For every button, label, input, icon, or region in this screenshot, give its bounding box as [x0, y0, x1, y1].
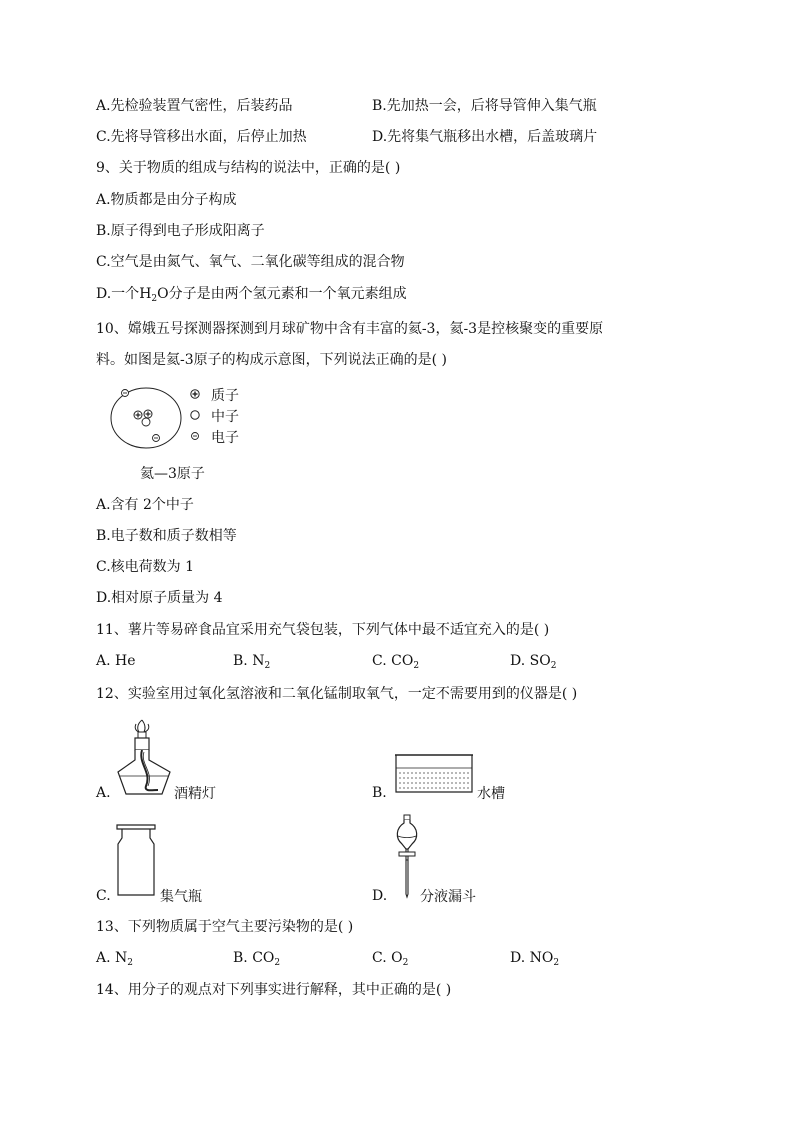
q13-option-c: C. $O_2$ [372, 950, 409, 968]
q10-stem-line1: 10、嫦娥五号探测器探测到月球矿物中含有丰富的氦-3，氦-3是控核聚变的重要原 [96, 321, 604, 337]
q10-option-b: B.电子数和质子数相等 [96, 528, 237, 544]
legend-proton-symbol [190, 389, 200, 399]
q13-option-d: D. $NO_2$ [510, 950, 560, 968]
q14-stem: 14、用分子的观点对下列事实进行解释，其中正确的是( ) [96, 982, 452, 998]
q11-option-b: B. $N_2$ [233, 653, 271, 671]
q11-option-a: A. He [96, 653, 136, 669]
alcohol-lamp-icon [112, 716, 174, 804]
legend-electron-label: 电子 [211, 430, 239, 446]
q8-option-c: C.先将导管移出水面，后停止加热 [96, 129, 307, 145]
q12-stem: 12、实验室用过氧化氢溶液和二氧化锰制取氧气，一定不需要用到的仪器是( ) [96, 686, 578, 702]
legend-neutron-symbol [190, 410, 200, 420]
q10-option-c: C.核电荷数为 1 [96, 559, 195, 575]
q9-stem: 9、关于物质的组成与结构的说法中，正确的是( ) [96, 160, 401, 176]
q12-option-a-letter: A. [96, 785, 111, 801]
separatory-funnel-icon [394, 814, 420, 898]
legend-neutron-label: 中子 [211, 409, 239, 425]
q9-option-c: C.空气是由氮气、氧气、二氧化碳等组成的混合物 [96, 254, 405, 270]
q12-option-d-letter: D. [372, 888, 388, 904]
q12-option-b-label: 水槽 [477, 786, 505, 802]
q12-option-a-label: 酒精灯 [174, 786, 216, 802]
q10-option-a: A.含有 2个中子 [96, 497, 194, 513]
legend-proton-label: 质子 [211, 388, 239, 404]
q10-option-d: D.相对原子质量为 4 [96, 590, 223, 606]
gas-collecting-bottle-icon [116, 824, 158, 896]
helium-3-atom-diagram [106, 384, 186, 454]
q12-option-b-letter: B. [372, 785, 387, 801]
q9-option-d: D.一个$H_2O$分子是由两个氢元素和一个氧元素组成 [96, 286, 407, 304]
q13-stem: 13、下列物质属于空气主要污染物的是( ) [96, 919, 354, 935]
q8-option-b: B.先加热一会，后将导管伸入集气瓶 [372, 98, 597, 114]
q12-option-c-letter: C. [96, 888, 111, 904]
q10-stem-line2: 料。如图是氦-3原子的构成示意图，下列说法正确的是( ) [96, 352, 448, 368]
q9-option-a: A.物质都是由分子构成 [96, 192, 237, 208]
q8-option-d: D.先将集气瓶移出水槽，后盖玻璃片 [372, 129, 598, 145]
q11-stem: 11、薯片等易碎食品宜采用充气袋包装，下列气体中最不适宜充入的是( ) [96, 622, 550, 638]
q11-option-c: C. $CO_2$ [372, 653, 420, 671]
q12-option-d-label: 分液漏斗 [420, 889, 476, 905]
water-trough-icon [393, 752, 475, 794]
q8-option-a: A.先检验装置气密性，后装药品 [96, 98, 293, 114]
q9-option-b: B.原子得到电子形成阳离子 [96, 223, 265, 239]
q13-option-b: B. $CO_2$ [233, 950, 281, 968]
q12-option-c-label: 集气瓶 [160, 889, 202, 905]
q11-option-d: D. $SO_2$ [510, 653, 557, 671]
legend-electron-symbol [190, 431, 200, 441]
atom-diagram-caption: 氦—3原子 [140, 466, 205, 482]
q13-option-a: A. $N_2$ [96, 950, 133, 968]
